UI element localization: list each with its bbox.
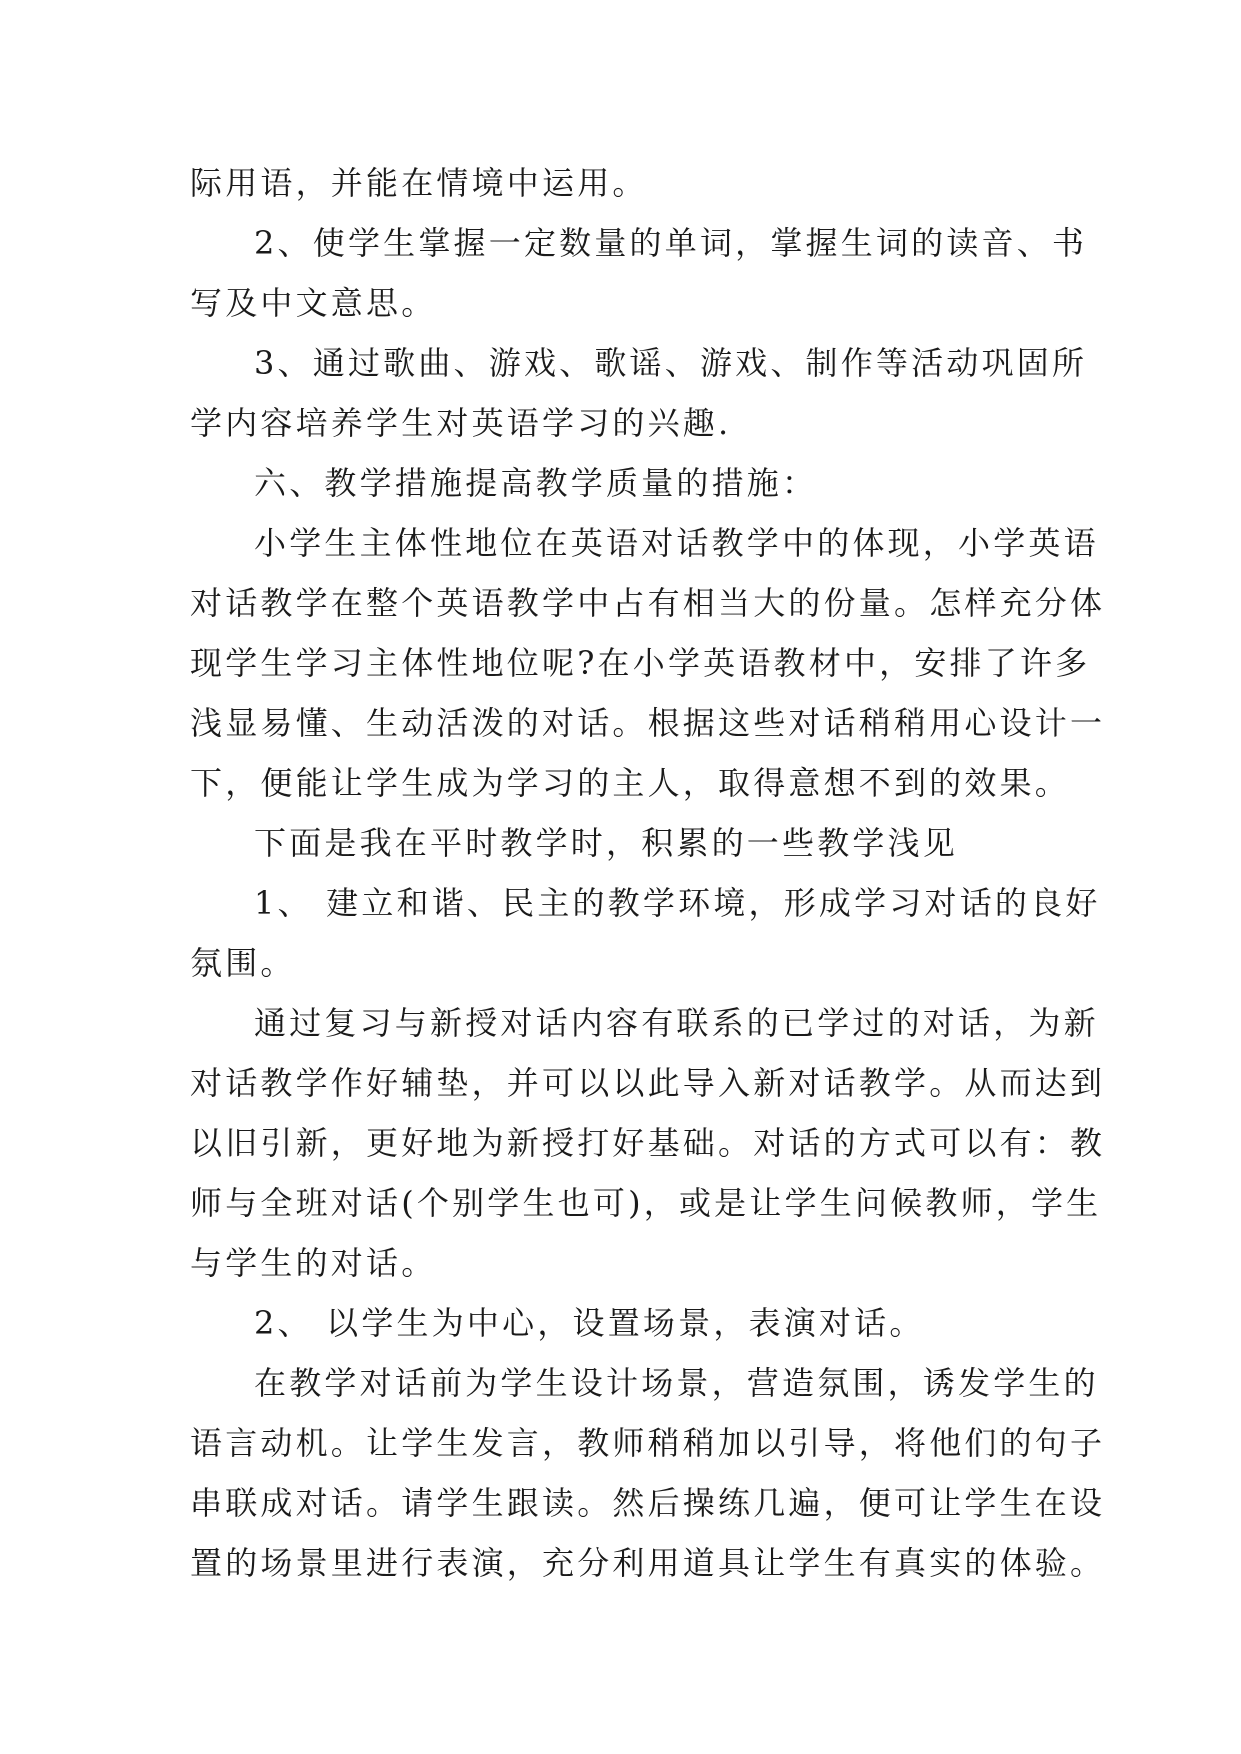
text-line: 浅显易懂、生动活泼的对话。根据这些对话稍稍用心设计一 <box>190 704 1106 742</box>
text-line: 学内容培养学生对英语学习的兴趣. <box>190 404 732 442</box>
text-line: 1、 建立和谐、民主的教学环境，形成学习对话的良好 <box>254 884 1101 922</box>
text-line: 2、 以学生为中心，设置场景，表演对话。 <box>254 1304 925 1342</box>
text-line: 下，便能让学生成为学习的主人，取得意想不到的效果。 <box>190 764 1071 802</box>
text-line: 3、通过歌曲、游戏、歌谣、游戏、制作等活动巩固所 <box>254 344 1088 382</box>
text-line: 通过复习与新授对话内容有联系的已学过的对话，为新 <box>254 1004 1099 1042</box>
text-line: 师与全班对话(个别学生也可)，或是让学生问候教师，学生 <box>190 1184 1102 1222</box>
text-line: 在教学对话前为学生设计场景，营造氛围，诱发学生的 <box>254 1364 1099 1402</box>
text-line: 下面是我在平时教学时，积累的一些教学浅见 <box>254 824 959 862</box>
text-line: 与学生的对话。 <box>190 1244 437 1282</box>
text-line: 对话教学在整个英语教学中占有相当大的份量。怎样充分体 <box>190 584 1106 622</box>
text-line: 氛围。 <box>190 944 296 982</box>
text-line: 2、使学生掌握一定数量的单词，掌握生词的读音、书 <box>254 224 1088 262</box>
text-line: 小学生主体性地位在英语对话教学中的体现，小学英语 <box>254 524 1099 562</box>
section-heading: 六、教学措施提高教学质量的措施： <box>254 464 818 502</box>
text-line: 际用语，并能在情境中运用。 <box>190 164 648 202</box>
text-line: 写及中文意思。 <box>190 284 437 322</box>
text-line: 置的场景里进行表演，充分利用道具让学生有真实的体验。 <box>190 1544 1106 1582</box>
text-line: 语言动机。让学生发言，教师稍稍加以引导，将他们的句子 <box>190 1424 1106 1462</box>
text-line: 现学生学习主体性地位呢?在小学英语教材中，安排了许多 <box>190 644 1091 682</box>
text-line: 以旧引新，更好地为新授打好基础。对话的方式可以有：教 <box>190 1124 1106 1162</box>
text-line: 对话教学作好辅垫，并可以以此导入新对话教学。从而达到 <box>190 1064 1106 1102</box>
text-line: 串联成对话。请学生跟读。然后操练几遍，便可让学生在设 <box>190 1484 1106 1522</box>
